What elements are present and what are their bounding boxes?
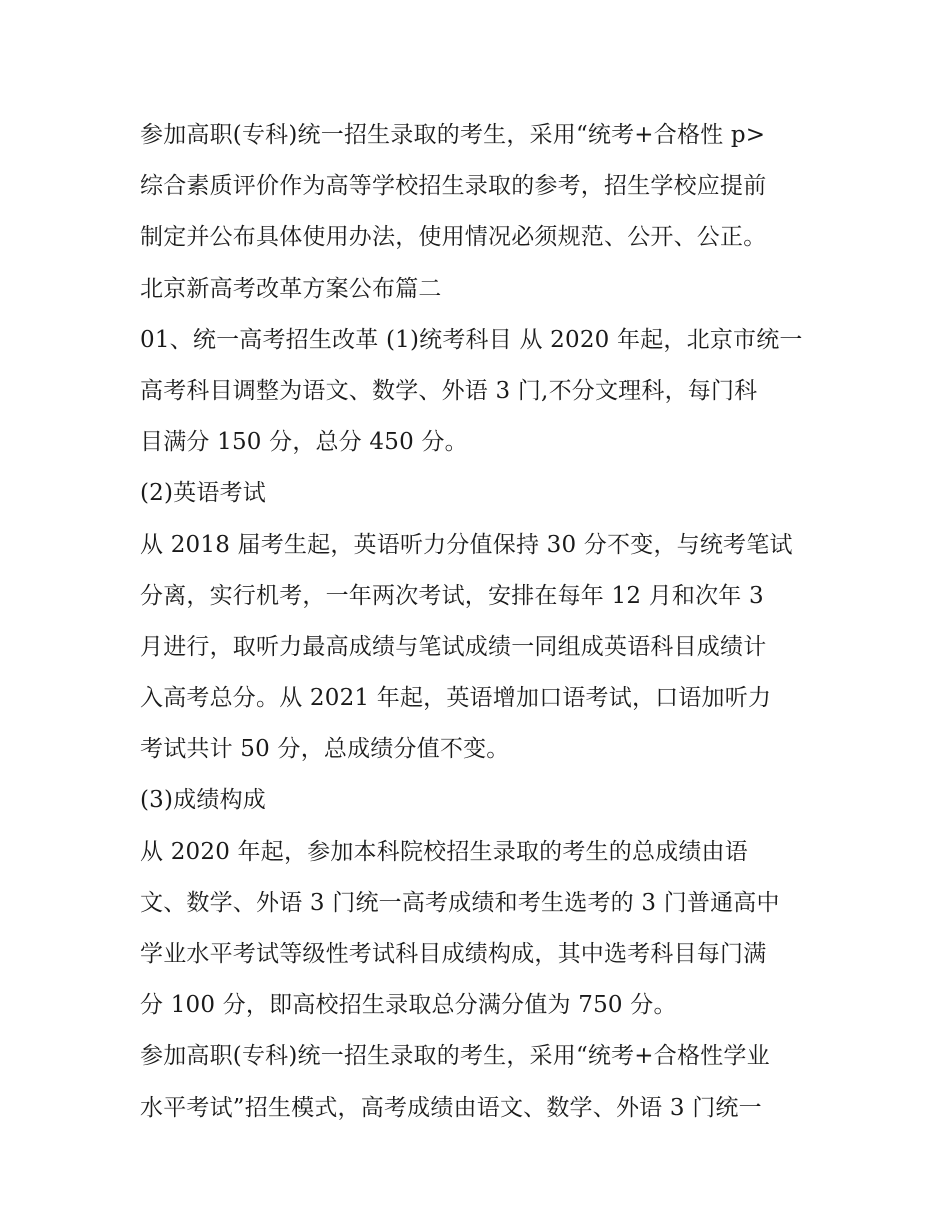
text-line: 目满分 150 分，总分 450 分。 — [140, 429, 468, 456]
text-line: 从 2020 年起，参加本科院校招生录取的考生的总成绩由语 — [140, 838, 748, 865]
document-body — [140, 110, 830, 1134]
text-line: 参加高职(专科)统一招生录取的考生，采用“统考+合格性学业 — [140, 1043, 770, 1070]
text-line: 分 100 分，即高校招生录取总分满分值为 750 分。 — [140, 992, 677, 1019]
text-line: 水平考试”招生模式，高考成绩由语文、数学、外语 3 门统一 — [140, 1094, 762, 1121]
text-line: 参加高职(专科)统一招生录取的考生，采用“统考+合格性 p> — [140, 122, 766, 148]
text-line: 从 2018 届考生起，英语听力分值保持 30 分不变，与统考笔试 — [140, 531, 793, 558]
text-line: 月进行，取听力最高成绩与笔试成绩一同组成英语科目成绩计 — [140, 633, 767, 660]
text-line: 分离，实行机考，一年两次考试，安排在每年 12 月和次年 3 — [140, 582, 764, 609]
text-line: 文、数学、外语 3 门统一高考成绩和考生选考的 3 门普通高中 — [140, 889, 780, 916]
text-line: 高考科目调整为语文、数学、外语 3 门,不分文理科，每门科 — [140, 377, 758, 404]
text-line: 综合素质评价作为高等学校招生录取的参考，招生学校应提前 — [140, 173, 767, 200]
text-line: 学业水平考试等级性考试科目成绩构成，其中选考科目每门满 — [140, 941, 767, 967]
subsection-heading: (3)成绩构成 — [140, 787, 266, 814]
text-line: 考试共计 50 分，总成绩分值不变。 — [140, 736, 510, 763]
text-line: 入高考总分。从 2021 年起，英语增加口语考试，口语加听力 — [140, 685, 772, 712]
subsection-heading: (2)英语考试 — [140, 480, 266, 507]
text-line: 制定并公布具体使用办法，使用情况必须规范、公开、公正。 — [140, 224, 767, 251]
text-line: 01、统一高考招生改革 (1)统考科目 从 2020 年起，北京市统一 — [140, 326, 803, 353]
section-heading: 北京新高考改革方案公布篇二 — [140, 275, 442, 302]
